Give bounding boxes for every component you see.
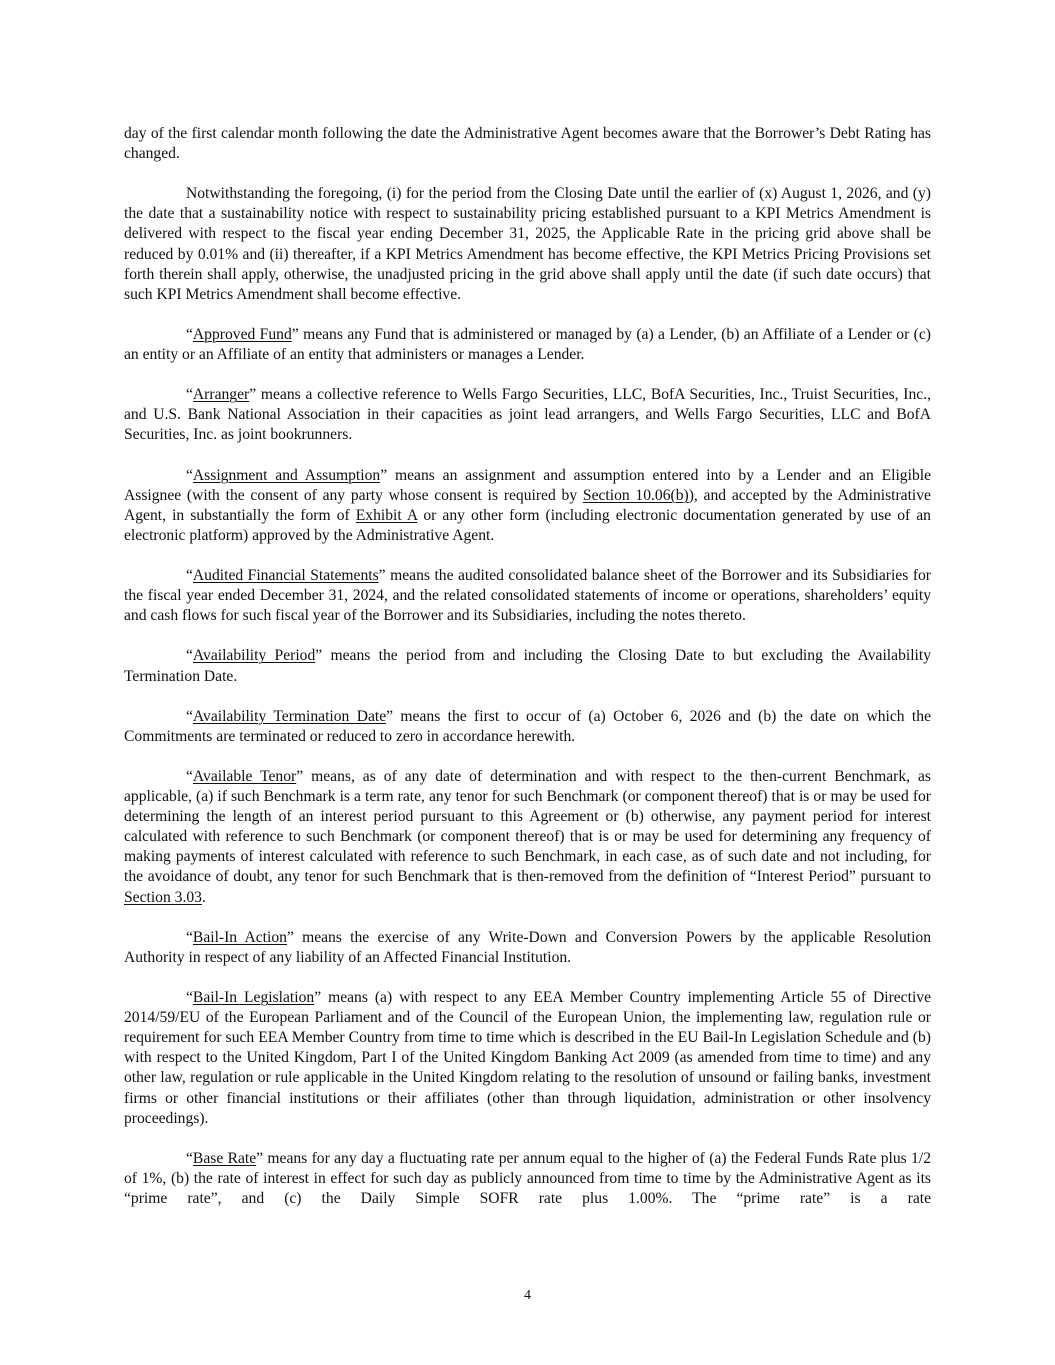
- open-quote: “: [186, 386, 193, 404]
- open-quote: “: [186, 928, 193, 946]
- definition-availability-period: [124, 646, 931, 686]
- defined-term: Assignment and Assumption: [192, 466, 381, 484]
- open-quote: “: [186, 325, 193, 343]
- definition-bail-in-legislation: [124, 988, 931, 1129]
- defined-term: Availability Termination Date: [192, 707, 387, 725]
- definition-availability-termination-date: [124, 707, 931, 747]
- definition-text: ” means (a) with respect to any EEA Member Country implementing Article 55 of Directive 2014/59/EU of the European Parliament and of the Council of the European Union, the implementing law, regulation rule or requirement for such EEA Member Country from time to time which is described in the EU Bail-In Legislation Schedule and (b) with respect to the United Kingdom, Part I of the United Kingdom Banking Act 2009 (as amended from time to time) and any other law, regulation or rule applicable in the United Kingdom relating to the resolution of unsound or failing banks, investment firms or other financial institutions or their affiliates (other than through liquidation, administration or other insolvency proceedings).: [124, 989, 931, 1127]
- definition-text: or any other form (including electronic documentation generated by use of an electronic platform) approved by the Administrative Agent.: [124, 506, 931, 544]
- definition-assignment-and-assumption: [124, 466, 931, 546]
- exhibit-reference: Exhibit A: [355, 506, 418, 524]
- defined-term: Bail-In Action: [192, 928, 287, 946]
- open-quote: “: [186, 647, 193, 665]
- defined-term: Approved Fund: [192, 325, 292, 343]
- definition-text: ” means for any day a fluctuating rate per annum equal to the higher of (a) the Federal Funds Rate plus 1/2 of 1%, (b) the rate of interest in effect for such day as publicly announced from time to time by the Administrative Agent as its “prime rate”, and (c) the Daily Simple SOFR rate plus 1.00%. The “prime rate” is a rate: [124, 1149, 931, 1207]
- section-reference: Section 10.06(b): [582, 486, 689, 504]
- definition-audited-financial-statements: [124, 566, 931, 626]
- definition-text: ” means the period from and including the Closing Date to but excluding the Availability Termination Date.: [124, 647, 931, 685]
- open-quote: “: [186, 707, 193, 725]
- definition-text: ” means the audited consolidated balance sheet of the Borrower and its Subsidiaries for the fiscal year ended December 31, 2024, and the related consolidated statements of income or operations, shareholders’ equity and cash flows for such fiscal year of the Borrower and its Subsidiaries, including the notes thereto.: [124, 567, 931, 625]
- defined-term: Available Tenor: [192, 768, 297, 785]
- definition-text: ” means an assignment and assumption entered into by a Lender and an Eligible Assignee (with the consent of any party whose consent is required by: [124, 466, 931, 504]
- open-quote: “: [186, 989, 193, 1007]
- defined-term: Base Rate: [192, 1149, 257, 1167]
- notwithstanding-paragraph: Notwithstanding the foregoing, (i) for the period from the Closing Date until the earlier of (x) August 1, 2026, and (y) the date that a sustainability notice with respect to sustainability pricing established pursuant to a KPI Metrics Amendment is delivered with respect to the fiscal year ending December 31, 2025, the Applicable Rate in the pricing grid above shall be reduced by 0.01% and (ii) thereafter, if a KPI Metrics Amendment has become effective, the KPI Metrics Pricing Provisions set forth therein shall apply, otherwise, the unadjusted pricing in the grid above shall apply until the date (if such date occurs) that such KPI Metrics Amendment shall become effective.: [124, 185, 931, 303]
- definition-approved-fund: [124, 325, 931, 365]
- open-quote: “: [186, 466, 193, 484]
- page-number: 4: [524, 1288, 531, 1303]
- definition-text: ” means the first to occur of (a) October 6, 2026 and (b) the date on which the Commitments are terminated or reduced to zero in accordance herewith.: [124, 707, 931, 745]
- definition-text: ” means a collective reference to Wells Fargo Securities, LLC, BofA Securities, Inc., Truist Securities, Inc., and U.S. Bank National Association in their capacities as joint lead arrangers, and Wells Fargo Securities, LLC and BofA Securities, Inc. as joint bookrunners.: [124, 386, 931, 444]
- open-quote: “: [186, 1149, 193, 1167]
- definition-text: .: [201, 888, 206, 906]
- open-quote: “: [186, 768, 193, 785]
- definition-available-tenor: [124, 767, 931, 908]
- definition-text: ” means the exercise of any Write-Down and Conversion Powers by the applicable Resolution Authority in respect of any liability of an Affected Financial Institution.: [124, 928, 931, 966]
- defined-term: Availability Period: [192, 647, 316, 665]
- definition-base-rate: [124, 1149, 931, 1209]
- definition-text: ), and accepted by the Administrative Agent, in substantially the form of: [124, 486, 931, 524]
- defined-term: Audited Financial Statements: [192, 567, 379, 585]
- definition-text: ” means, as of any date of determination and with respect to the then-current Benchmark, as applicable, (a) if such Benchmark is a term rate, any tenor for such Benchmark (or component thereof) that is or may be used for determining the length of an interest period pursuant to this Agreement or (b) otherwise, any payment period for interest calculated with reference to such Benchmark (or component thereof) that is or may be used for determining any frequency of making payments of interest calculated with reference to such Benchmark, in each case, as of such date and not including, for the avoidance of doubt, any tenor for such Benchmark that is then-removed from the definition of “Interest Period” pursuant to: [124, 768, 931, 886]
- definition-arranger: [124, 385, 931, 445]
- open-quote: “: [186, 567, 193, 585]
- definition-bail-in-action: [124, 928, 931, 968]
- section-reference: Section 3.03: [124, 888, 202, 906]
- definition-text: ” means any Fund that is administered or managed by (a) a Lender, (b) an Affiliate of a Lender or (c) an entity or an Affiliate of an entity that administers or manages a Lender.: [124, 325, 931, 364]
- defined-term: Arranger: [192, 386, 250, 404]
- defined-term: Bail-In Legislation: [192, 989, 315, 1007]
- continuation-paragraph: day of the first calendar month following the date the Administrative Agent becomes aware that the Borrower’s Debt Rating has changed.: [124, 125, 931, 163]
- document-page: [124, 124, 931, 1229]
